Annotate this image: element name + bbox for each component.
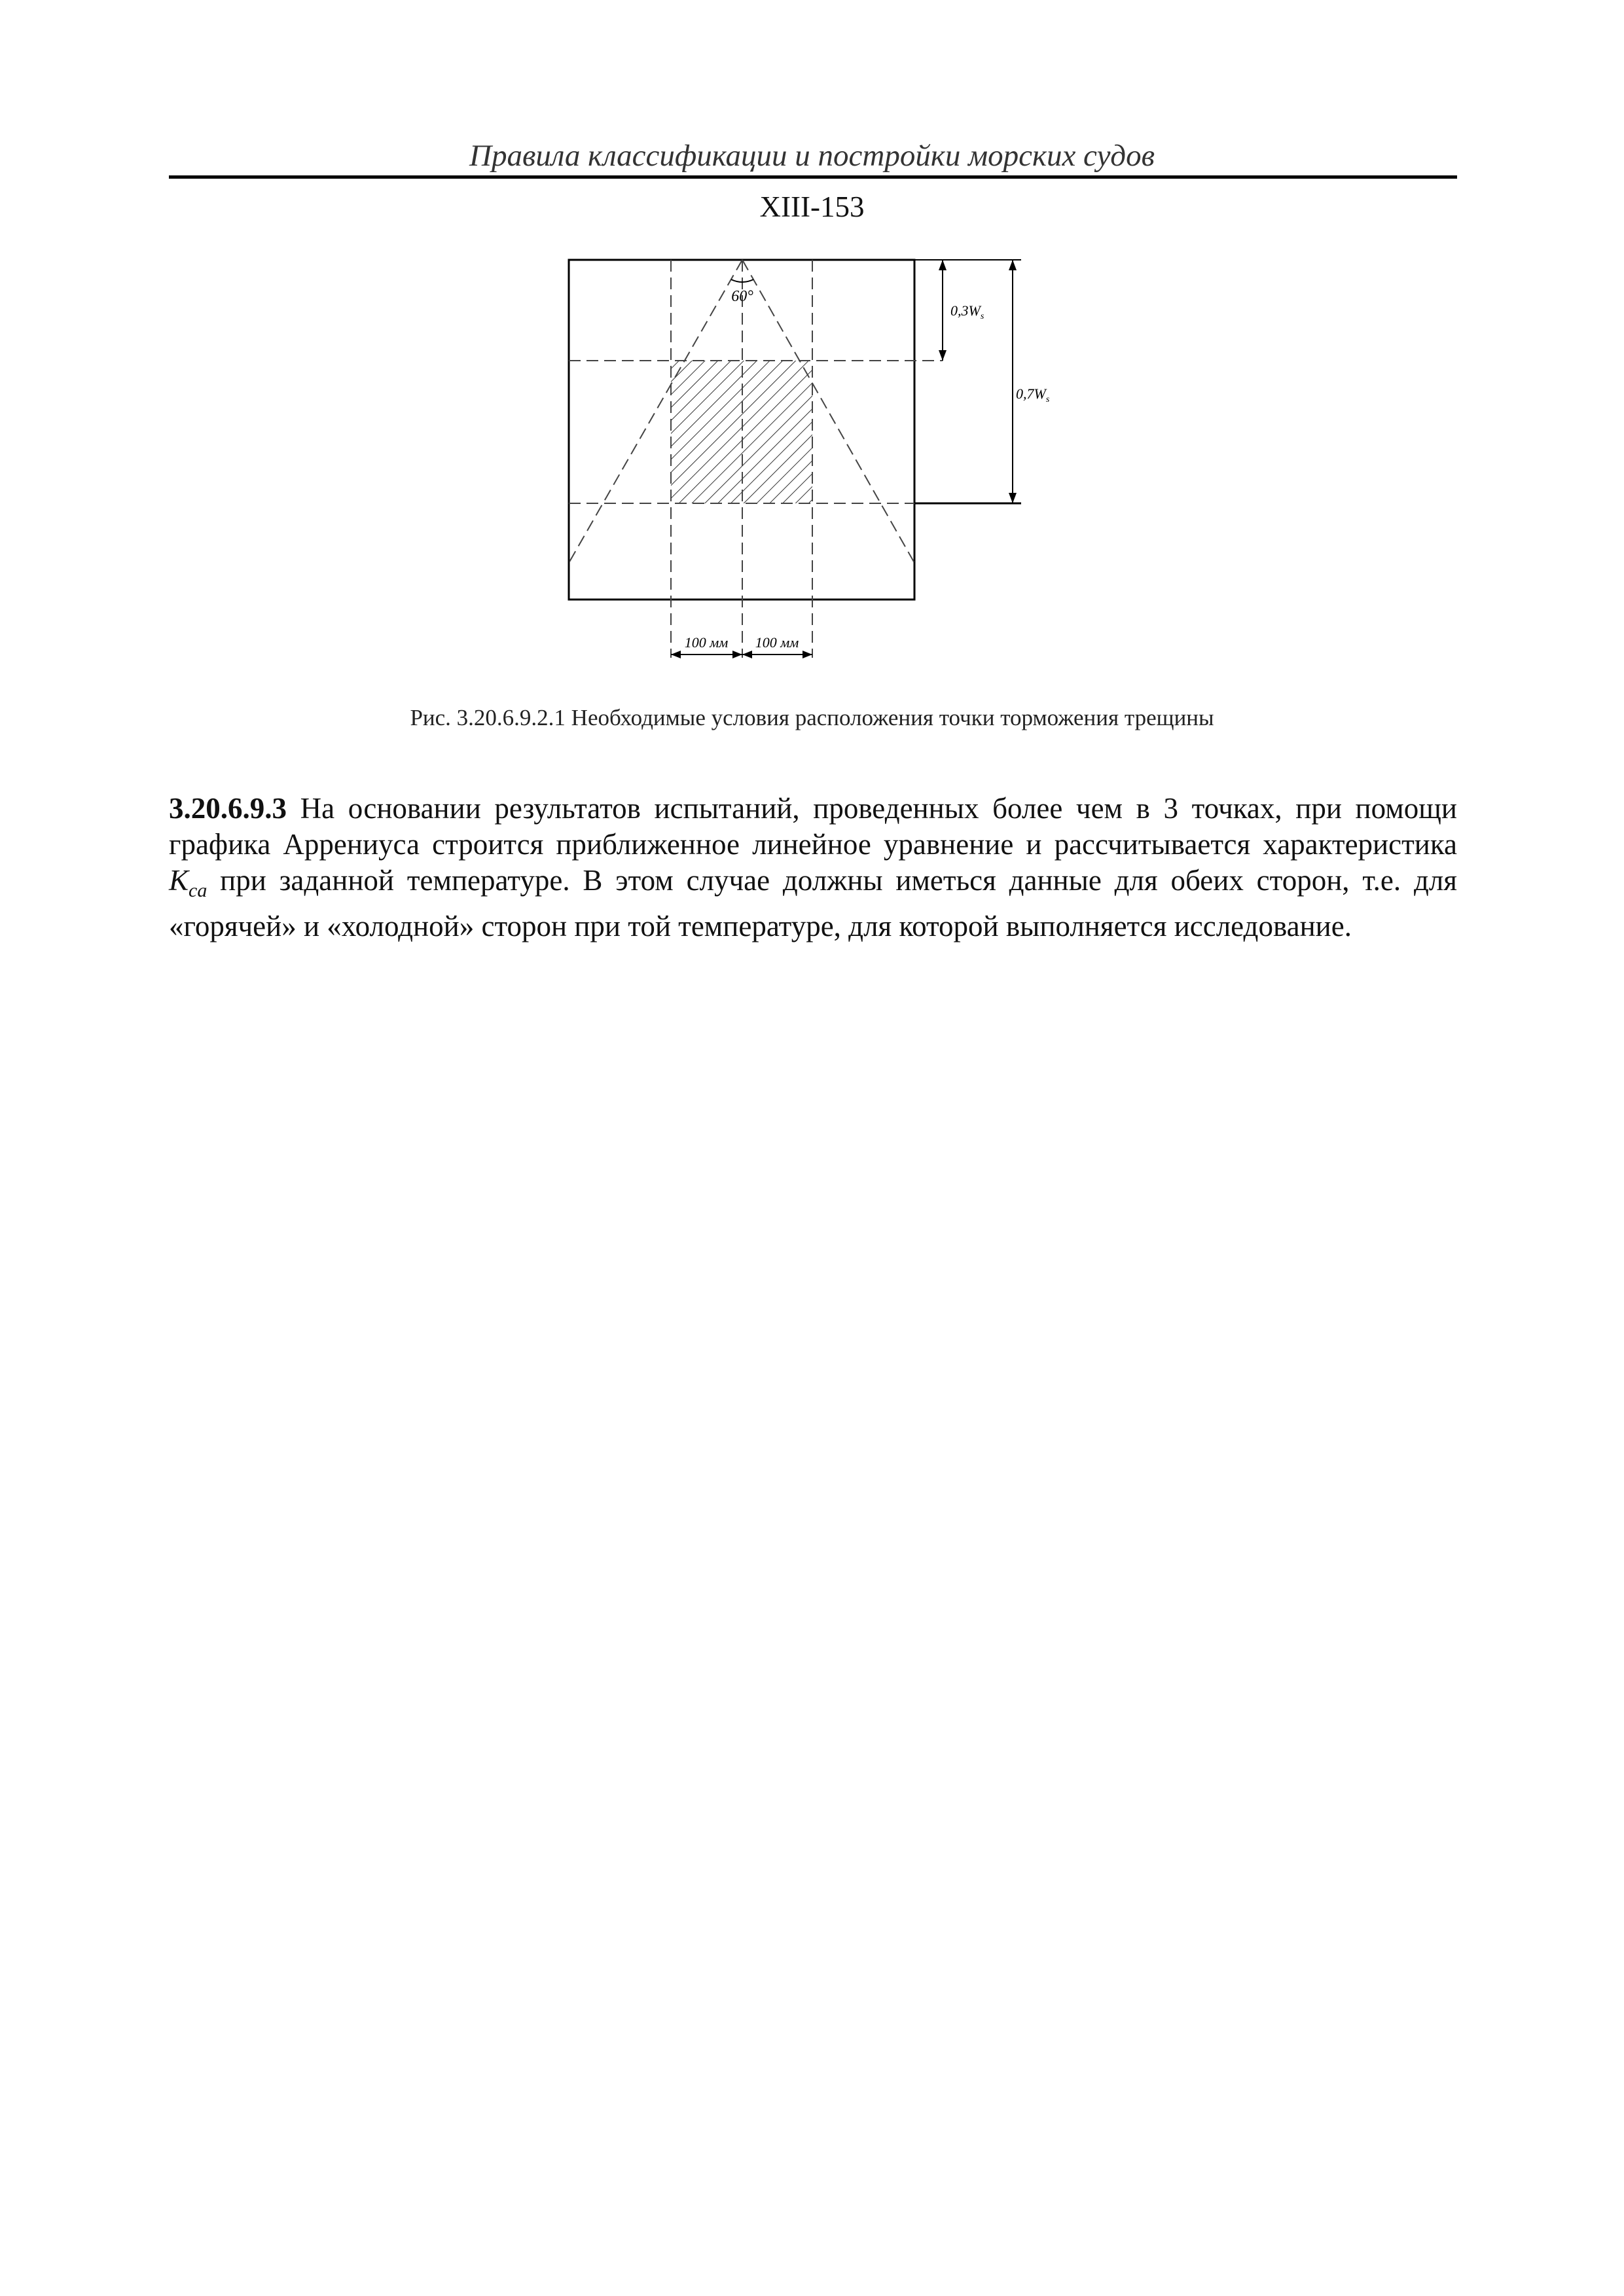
symbol-kca: $K_{ca}$ — [169, 864, 208, 901]
paragraph-3-20-6-9-3 — [169, 791, 1457, 944]
figure-crack-arrest-diagram — [0, 249, 1624, 681]
figure-caption: Рис. 3.20.6.9.2.1 Необходимые условия расположения точки торможения трещины — [410, 705, 1214, 730]
angle-label: 60° — [731, 288, 753, 305]
page-number: XIII-153 — [759, 190, 865, 223]
running-header-title: Правила классификации и постройки морских судов — [469, 139, 1155, 173]
dim-label-0-7ws: $0,7W_s$ — [1016, 386, 1050, 404]
header-rule — [169, 175, 1457, 179]
crack-arrest-diagram — [0, 249, 1624, 681]
dim-label-100mm-left: 100 мм — [684, 634, 729, 651]
paragraph-text-after: при заданной температуре. В этом случае должны иметься данные для обеих сторон, т.е. для «горячей» и «холодной» сторон при той температуре, для которой выполняется исследование. — [169, 864, 1457, 942]
paragraph-text-before: На основании результатов испытаний, проведенных более чем в 3 точках, при помощи графика Аррениуса строится приближенное линейное уравнение и рассчитывается характеристика — [169, 792, 1457, 861]
dim-label-0-3ws: $0,3W_s$ — [950, 302, 984, 321]
paragraph-number: 3.20.6.9.3 — [169, 792, 287, 825]
dim-label-100mm-right: 100 мм — [755, 634, 799, 651]
